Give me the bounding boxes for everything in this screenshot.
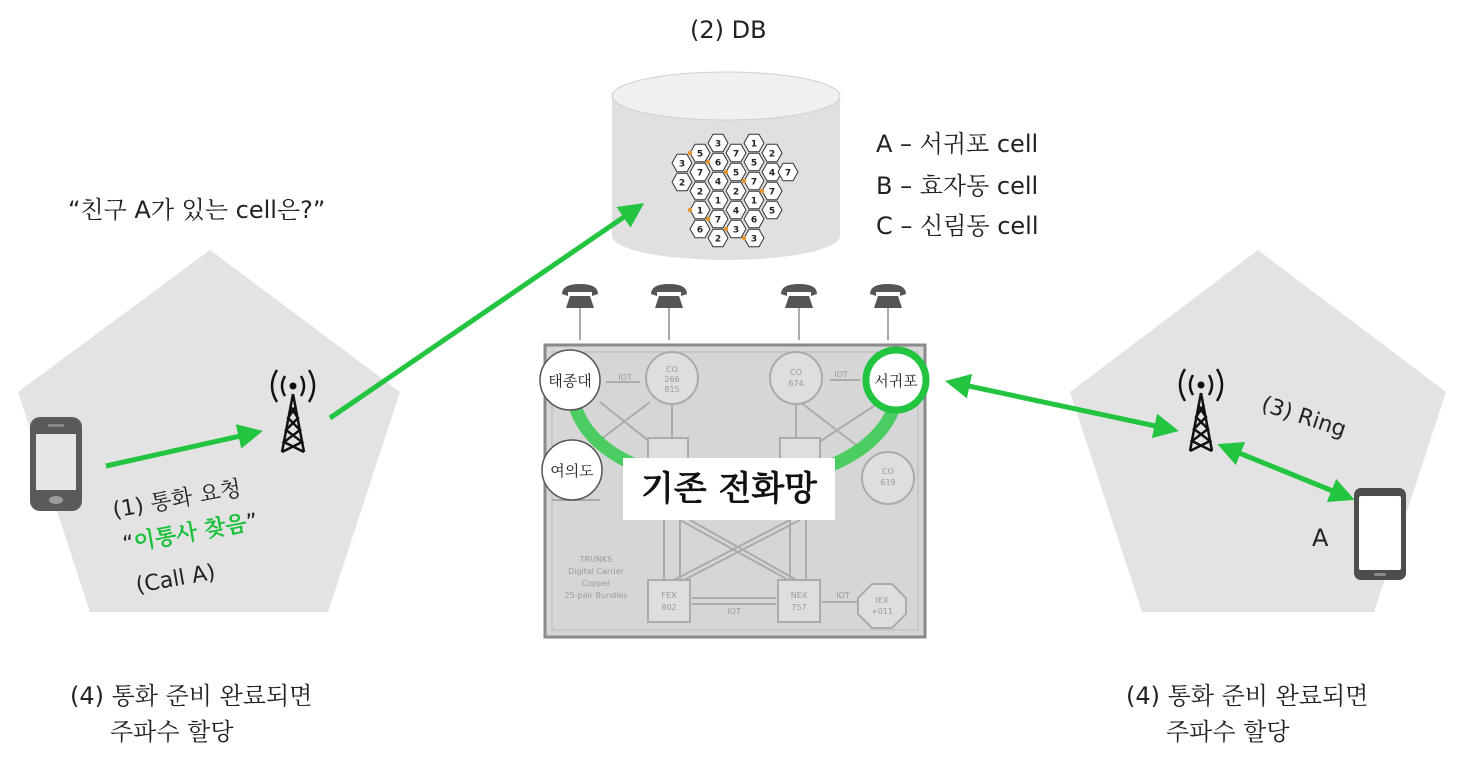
co3-label2: 619 [880,478,896,487]
co1-label2: 266 [664,375,680,384]
honeycomb-cell-label: 7 [750,177,758,188]
step4-left-line1: (4) 통화 준비 완료되면 [70,682,313,710]
node-taejongdae-label: 태종대 [548,372,592,390]
telephone-icon [651,284,687,340]
co2-label1: CO [790,368,802,377]
iex-label2: +011 [871,607,893,616]
db-entry-b: B – 효자동 cell [876,172,1039,200]
iot-label-4: IOT [836,591,850,600]
step1-green-text: 이통사 찾음 [132,511,249,556]
telephone-icon [562,284,598,340]
step1-line3: (Call A) [134,560,218,599]
db-entry-a: A – 서귀포 cell [876,130,1039,158]
iex-octagon [858,584,906,628]
question-text: “친구 A가 있는 cell은?” [68,196,326,224]
honeycomb-cell-label: 3 [678,159,686,170]
trunks-label-2: Digital Carrier [568,567,624,576]
honeycomb-cell-label: 4 [714,177,722,188]
right-phone [1354,488,1406,580]
node-seogwipo-label: 서귀포 [874,372,918,390]
honeycomb-dot [724,227,728,231]
honeycomb-cell-label: 7 [696,168,704,179]
co1-label3: 815 [664,385,680,394]
iex-label1: IEX [875,596,889,605]
honeycomb-cell-label: 2 [714,234,722,245]
ring-label: (3) Ring [1258,392,1350,443]
honeycomb-cell-label: 1 [750,139,758,150]
nex-label2: 757 [791,603,807,612]
honeycomb-dot [742,236,746,240]
step1-line1: (1) 통화 요청 [110,476,244,524]
honeycomb-cell-label: 1 [714,196,722,207]
step4-right-line2: 주파수 할당 [1166,718,1290,746]
fex-label2: 802 [661,603,677,612]
nex-label1: NEX [790,591,808,600]
telephone-icon [781,284,817,340]
honeycomb-cell-label: 3 [750,234,758,245]
honeycomb-cell-label: 5 [768,206,776,217]
network-title: 기존 전화망 [623,458,835,520]
honeycomb-dot [760,189,764,193]
honeycomb-cell-label: 2 [696,187,704,198]
honeycomb-cell-label: 6 [696,225,704,236]
honeycomb-cell-label: 7 [732,149,740,160]
trunks-label-3: Copper [581,579,611,588]
honeycomb-cell-label: 2 [678,178,686,189]
node-yeouido-label: 여의도 [550,462,594,480]
honeycomb-dot [706,217,710,221]
honeycomb-cell-label: 1 [750,196,758,207]
iot-label-3: IOT [727,607,741,616]
db-title: (2) DB [690,16,767,44]
co3-label1: CO [882,467,894,476]
telephone-icon [870,284,906,340]
honeycomb-dot [724,170,728,174]
left-phone [30,417,82,511]
step4-left-line2: 주파수 할당 [110,718,234,746]
telephones [562,284,906,340]
co1-label1: CO [666,365,678,374]
honeycomb-cell-label: 6 [750,215,758,226]
user-a-label: A [1312,524,1329,552]
honeycomb-cell-label: 4 [768,168,776,179]
trunks-label-4: 25-pair Bundles [564,591,628,600]
co2-label2: 674 [788,379,804,388]
honeycomb-dot [742,179,746,183]
db-entry-c: C – 신림동 cell [876,212,1039,240]
honeycomb-cell-label: 7 [784,168,792,179]
honeycomb-cell-label: 7 [714,215,722,226]
honeycomb-cell-label: 7 [768,187,776,198]
honeycomb-dot [688,151,692,155]
iot-label-2: IOT [834,370,848,379]
step1-quote-close: ” [244,509,260,536]
honeycomb-dot [706,160,710,164]
honeycomb-cell-label: 2 [732,187,740,198]
honeycomb-cell-label: 5 [732,168,740,179]
honeycomb-cell-label: 3 [732,225,740,236]
iot-label-1: IOT [618,373,632,382]
fex-label1: FEX [661,591,677,600]
honeycomb-cell-label: 6 [714,158,722,169]
honeycomb-cell-label: 2 [768,149,776,160]
honeycomb-cell-label: 3 [714,139,722,150]
honeycomb-cell-label: 1 [696,206,704,217]
step1-quote-open: “ [120,530,137,558]
honeycomb-dot [688,208,692,212]
trunks-label-1: TRUNKS [579,555,613,564]
step4-right-line1: (4) 통화 준비 완료되면 [1126,682,1369,710]
honeycomb-cell-label: 5 [696,149,704,160]
honeycomb-cell-label: 5 [750,158,758,169]
honeycomb-cell-label: 4 [732,206,740,217]
